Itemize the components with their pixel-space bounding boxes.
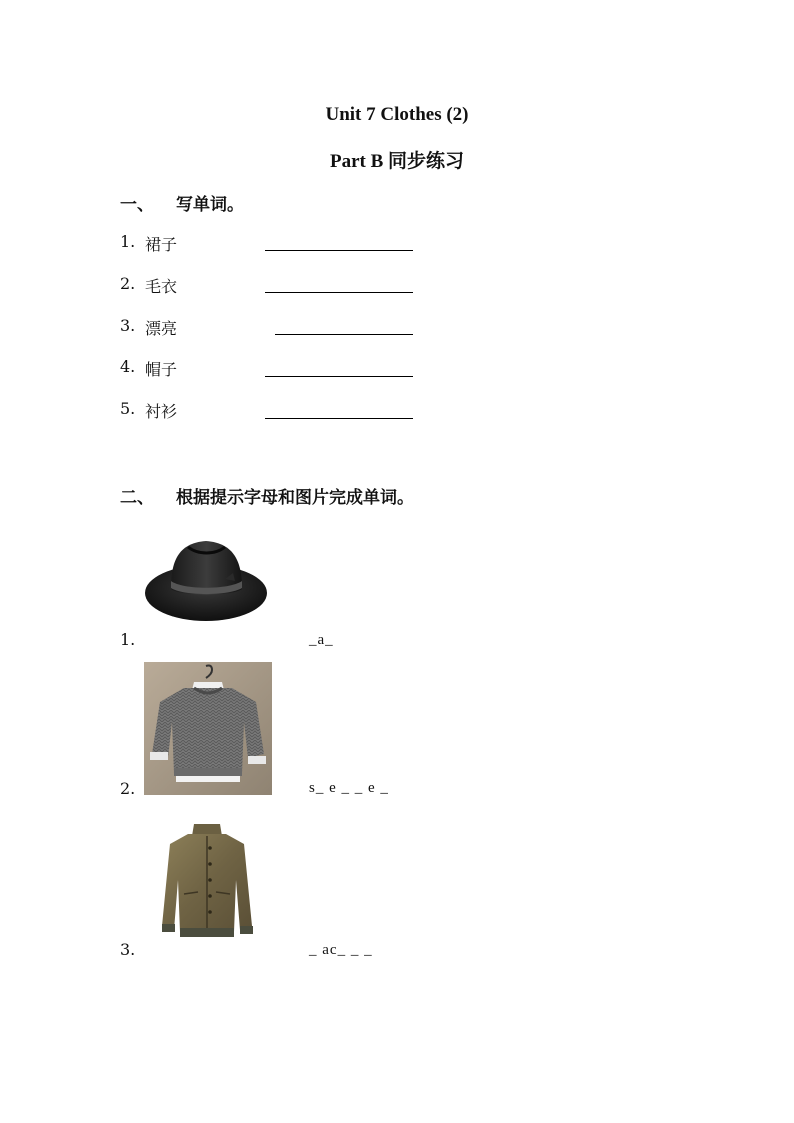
section2-instruction: 根据提示字母和图片完成单词。 [176,488,414,508]
s1-item-1-text: 裙子 [145,235,178,254]
s1-item-3-num: 3. [120,316,136,335]
page-title: Unit 7 Clothes (2) [325,104,469,125]
s1-item-4-num: 4. [120,357,136,376]
s2-item-2-num: 2. [120,779,136,798]
s1-item-2-text: 毛衣 [145,277,178,296]
s1-answer-line-2[interactable] [265,292,413,293]
s2-item-2-hint: s_ e _ _ e _ [309,780,389,796]
s2-item-1-num: 1. [120,630,136,649]
s1-answer-line-1[interactable] [265,250,413,251]
hat-icon [143,533,269,625]
s1-item-2-num: 2. [120,274,136,293]
s1-item-4-text: 帽子 [145,360,178,379]
section1-instruction: 写单词。 [176,195,244,215]
section2-label: 二、 [120,488,154,508]
s1-item-3-text: 漂亮 [145,319,178,338]
section1-label: 一、 [120,195,154,215]
s1-answer-line-5[interactable] [265,418,413,419]
s1-item-5-num: 5. [120,399,136,418]
sweater-icon [144,662,272,795]
page-subtitle: Part B 同步练习 [329,151,465,172]
s2-item-3-num: 3. [120,940,136,959]
s1-answer-line-3[interactable] [275,334,413,335]
s1-item-5-text: 衬衫 [145,402,178,421]
s2-item-1-hint: _a_ [309,632,334,648]
s2-item-3-hint: _ ac_ _ _ [309,942,373,958]
s1-item-1-num: 1. [120,232,136,251]
s1-answer-line-4[interactable] [265,376,413,377]
jacket-icon [158,820,256,945]
